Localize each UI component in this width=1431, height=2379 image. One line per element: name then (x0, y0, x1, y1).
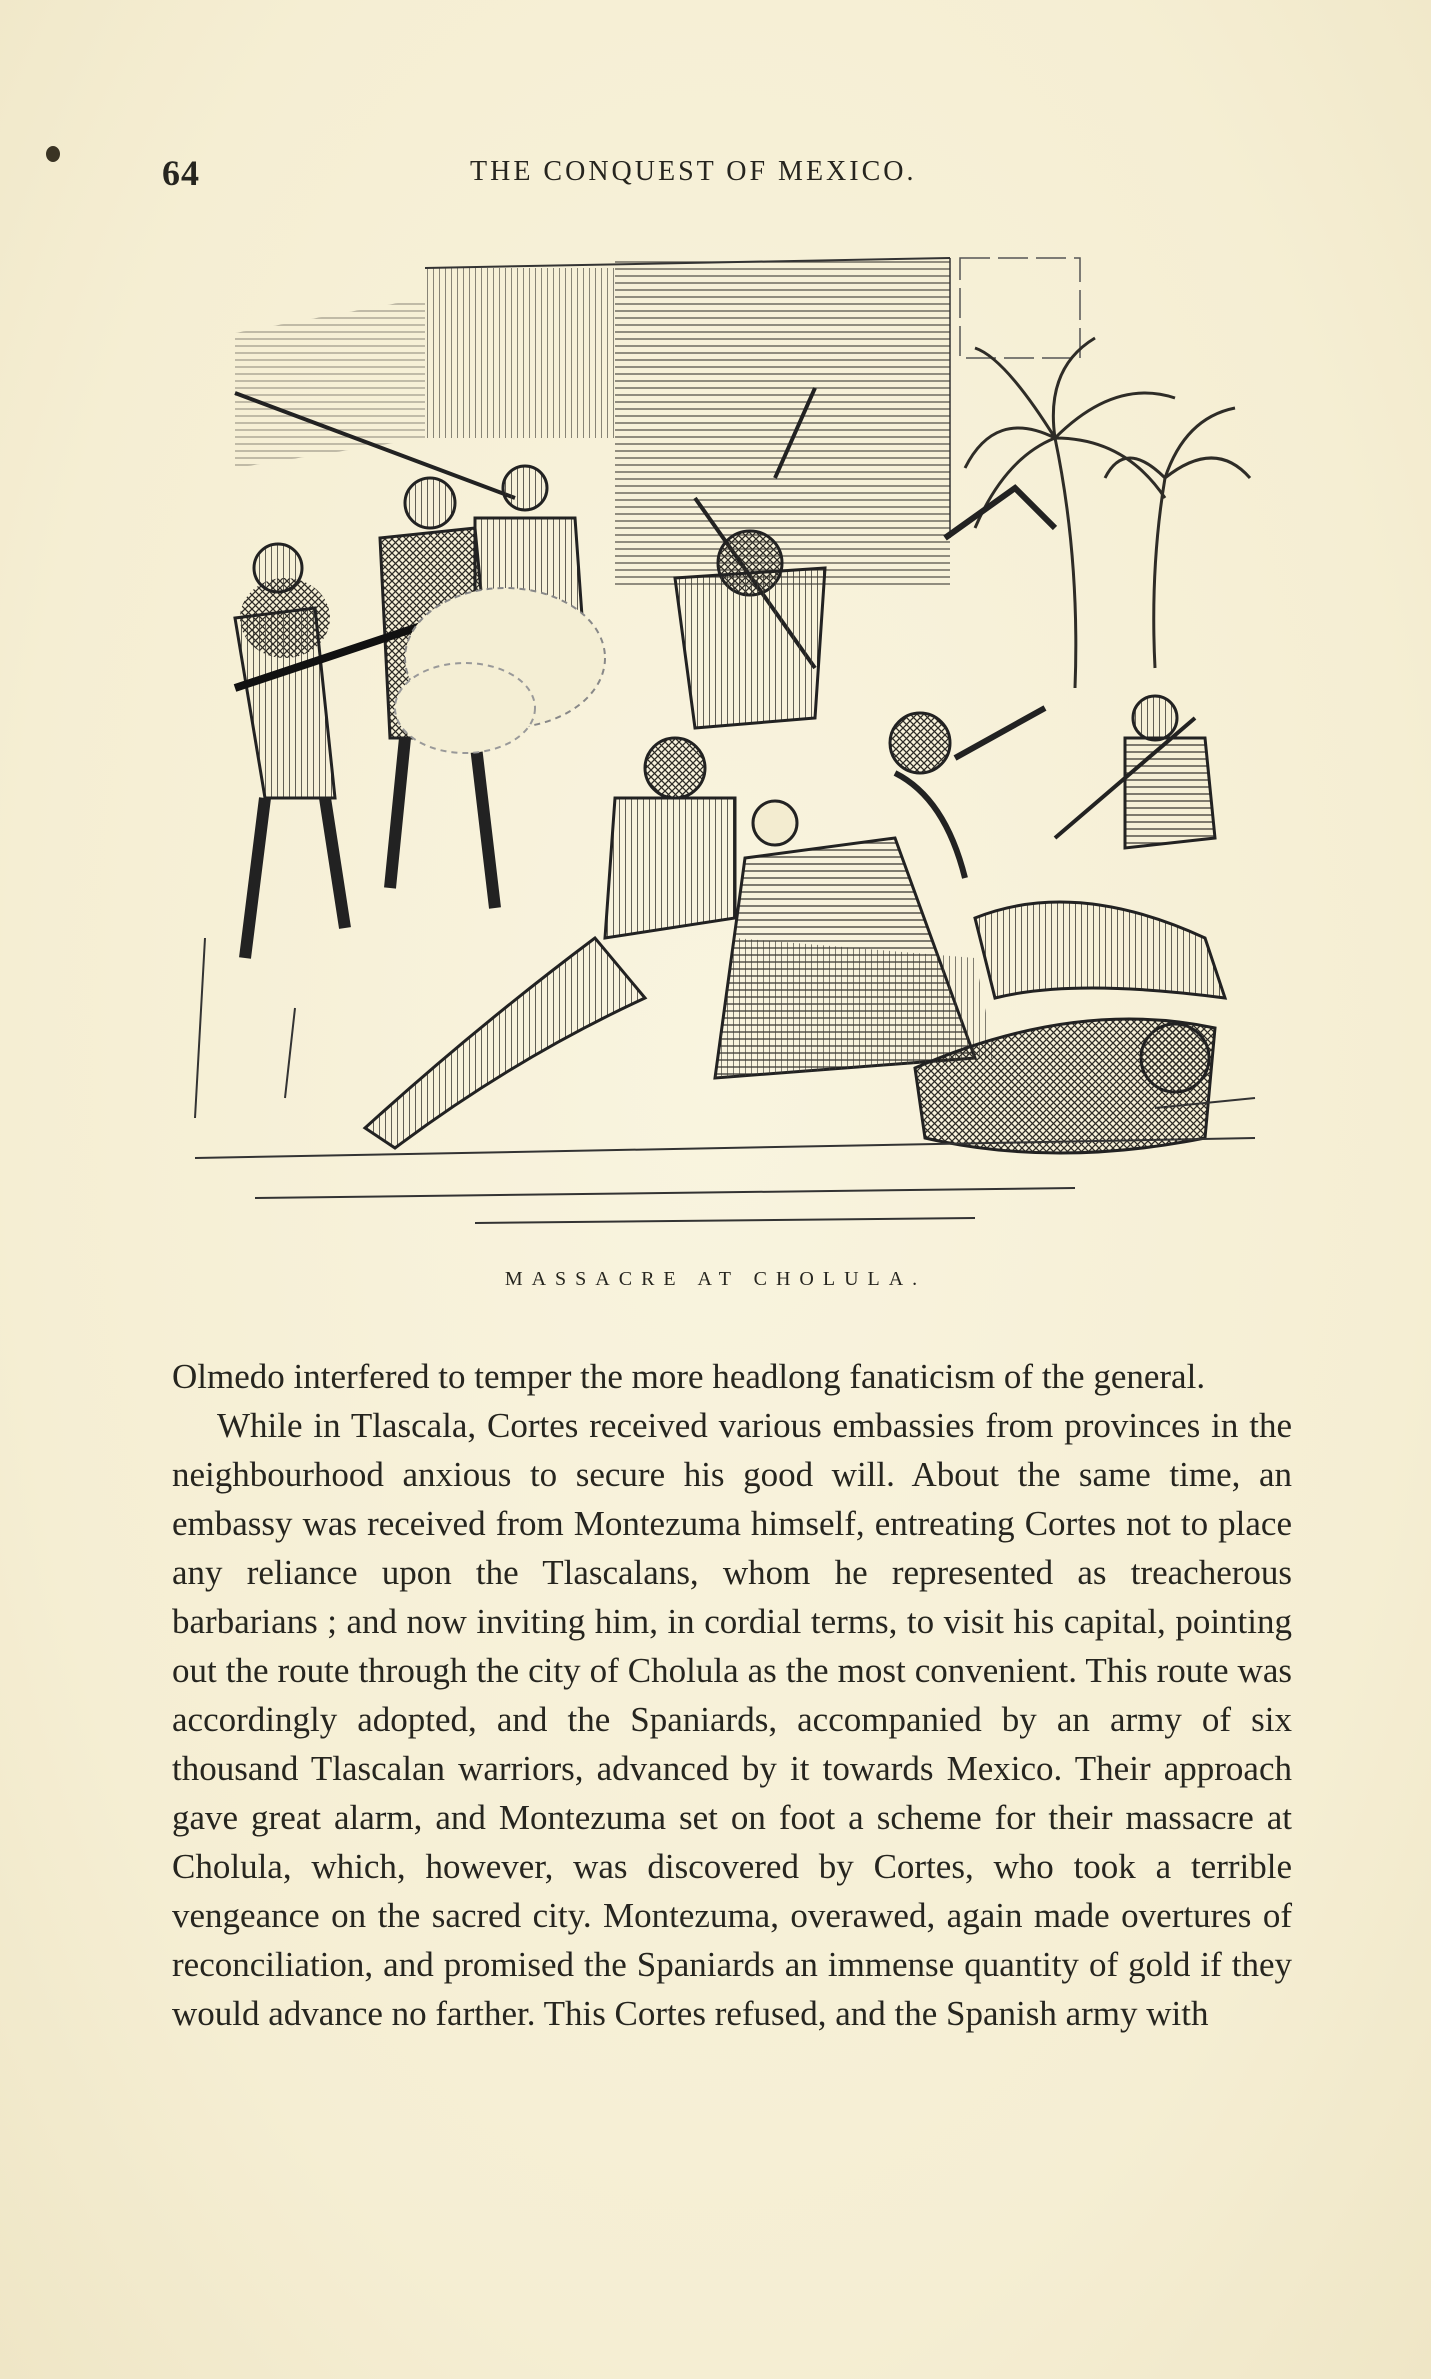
running-head (160, 152, 1300, 202)
fallen-figure-left (365, 938, 645, 1148)
engraving-illustration (175, 238, 1275, 1238)
background-wall (235, 258, 1080, 588)
paragraph: While in Tlascala, Cortes received various embassies from provinces in the neighbourhood anxious to secure his good will. About the same time, an embassy was received from Montezuma himself, entreating Cortes not to place any reliance upon the Tlascalans, whom he represented as treacherous barbarians ; and now inviting him, in cordial terms, to visit his capital, pointing out the route through the city of Cholula as the most convenient. This route was accordingly adopted, and the Spaniards, accompanied by an army of six thousand Tlascalan warriors, advanced by it towards Mexico. Their approach gave great alarm, and Montezuma set on foot a scheme for their massacre at Cholula, which, however, was discovered by Cortes, who took a terrible vengeance on the sacred city. Montezuma, overawed, again made overtures of reconciliation, and promised the Spaniards an immense quantity of gold if they would advance no farther. This Cortes refused, and the Spanish army with (172, 1406, 1292, 2033)
paragraph: Olmedo interfered to temper the more headlong fanaticism of the general. (172, 1357, 1206, 1396)
palm-trees (965, 338, 1250, 688)
page-number: 64 (162, 153, 200, 193)
book-title: THE CONQUEST OF MEXICO. (470, 156, 917, 187)
illustration-caption: MASSACRE AT CHOLULA. (504, 1268, 927, 1290)
fallen-figures (915, 696, 1225, 1153)
ink-spot (46, 146, 60, 162)
body-text (172, 1352, 1292, 2038)
